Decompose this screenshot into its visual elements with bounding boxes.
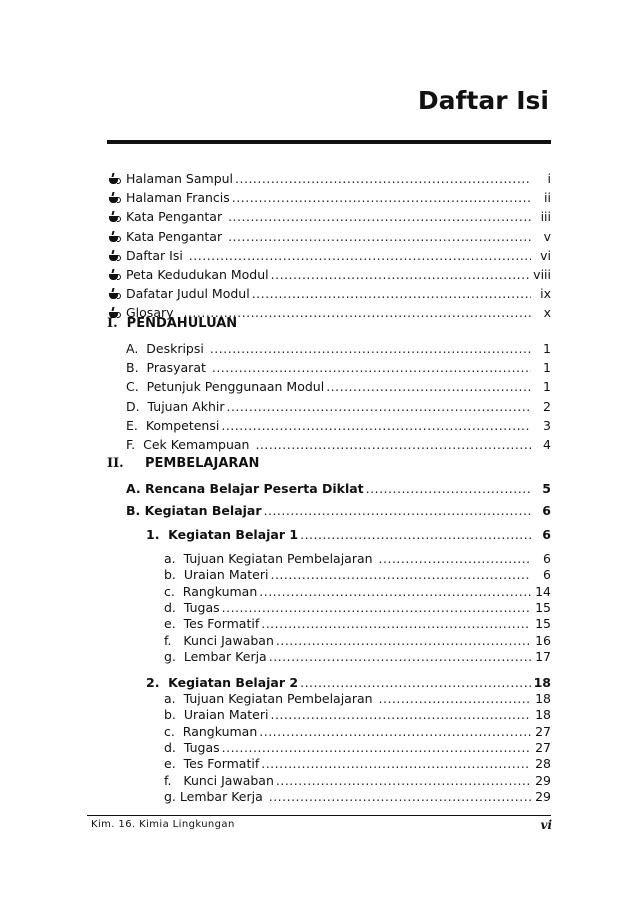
section-2-number: II. (107, 456, 124, 471)
toc-entry-page: vi (540, 247, 551, 263)
toc-leader-dots (326, 379, 531, 395)
toc-leader-dots (228, 209, 531, 225)
kegiatan-belajar-1-item (164, 649, 551, 665)
toc-entry-page: 28 (535, 756, 551, 772)
toc-entry-label: c. Rangkuman (164, 723, 258, 739)
toc-leader-dots (270, 567, 531, 583)
toc-entry-label: B. Prasyarat (126, 360, 210, 376)
toc-entry-label: Glosary (126, 305, 182, 321)
toc-leader-dots (269, 789, 531, 805)
toc-entry-label: f. Kunci Jawaban (164, 772, 274, 788)
toc-entry-page: 1 (543, 341, 551, 356)
toc-leader-dots (212, 360, 531, 376)
front-matter-entry (126, 267, 551, 283)
section-1-entry (126, 341, 551, 357)
kegiatan-belajar-2-item (164, 707, 551, 723)
toc-entry-page: i (547, 171, 551, 186)
toc-entry-page: 27 (535, 723, 551, 739)
toc-entry-page: 29 (535, 772, 551, 788)
toc-leader-dots (226, 399, 531, 415)
section-2-heading (107, 456, 124, 472)
toc-leader-dots (300, 675, 531, 691)
front-matter-entry (126, 190, 551, 206)
footer-page-number: vi (540, 818, 552, 832)
toc-leader-dots (379, 691, 531, 707)
toc-leader-dots (261, 756, 531, 772)
kegiatan-belajar-1-item (164, 616, 551, 632)
coffee-cup-icon (108, 269, 121, 281)
kegiatan-belajar-1-item (164, 551, 551, 567)
front-matter-entry (126, 209, 551, 225)
toc-entry-label: a. Tujuan Kegiatan Pembelajaran (164, 551, 377, 566)
toc-entry-page: 15 (535, 616, 551, 632)
toc-entry-label: A. Rencana Belajar Peserta Diklat (126, 481, 364, 496)
toc-entry-page: 15 (535, 599, 551, 615)
toc-leader-dots (276, 633, 531, 649)
toc-entry-label: Peta Kedudukan Modul (126, 267, 269, 282)
toc-leader-dots (255, 437, 531, 453)
toc-entry-label: c. Rangkuman (164, 583, 258, 599)
front-matter-entry (126, 248, 551, 264)
toc-entry-page: 6 (542, 527, 551, 542)
toc-leader-dots (271, 267, 531, 283)
toc-leader-dots (235, 171, 531, 187)
coffee-cup-icon (108, 231, 121, 243)
toc-entry-label: b. Uraian Materi (164, 707, 269, 723)
toc-entry-page: 4 (543, 437, 551, 452)
toc-leader-dots (366, 481, 531, 497)
toc-entry-label: e. Tes Formatif (164, 756, 260, 772)
section-1-entry (126, 399, 551, 415)
toc-entry-page: 18 (533, 675, 551, 690)
front-matter-entry (126, 171, 551, 187)
toc-leader-dots (252, 286, 531, 302)
kegiatan-belajar-2-item (164, 756, 551, 772)
toc-entry-page: 14 (535, 583, 551, 599)
section-2-entry-a (126, 481, 551, 497)
toc-entry-page: 3 (543, 417, 551, 433)
toc-entry-label: e. Tes Formatif (164, 616, 260, 632)
toc-entry-label: Dafatar Judul Modul (126, 286, 250, 302)
front-matter-entry (126, 286, 551, 302)
toc-entry-page: ix (540, 286, 551, 302)
toc-leader-dots (232, 190, 531, 206)
coffee-cup-icon (108, 173, 121, 185)
coffee-cup-icon (108, 250, 121, 262)
kegiatan-belajar-2-item (164, 740, 551, 756)
title-rule (107, 140, 551, 144)
section-1-entry (126, 360, 551, 376)
toc-leader-dots (300, 527, 531, 543)
toc-entry-page: 29 (535, 788, 551, 804)
toc-leader-dots (264, 503, 531, 519)
toc-entry-page: 18 (535, 691, 551, 706)
toc-leader-dots (276, 773, 531, 789)
toc-entry-label: d. Tugas (164, 739, 220, 755)
toc-leader-dots (222, 600, 531, 616)
toc-entry-label: Daftar Isi (126, 247, 187, 263)
kegiatan-belajar-1-item (164, 600, 551, 616)
toc-leader-dots (379, 551, 531, 567)
toc-entry-label: b. Uraian Materi (164, 567, 269, 583)
coffee-cup-icon (108, 288, 121, 300)
kegiatan-belajar-2-item (164, 773, 551, 789)
section-2-entry-b (126, 503, 551, 519)
toc-entry-page: viii (533, 267, 551, 282)
toc-entry-page: 1 (543, 379, 551, 395)
section-1-title: PENDAHULUAN (126, 316, 238, 331)
kegiatan-belajar-2-entry (146, 675, 551, 691)
toc-entry-page: 18 (535, 707, 551, 723)
toc-entry-page: 6 (543, 551, 551, 566)
page-title: Daftar Isi (417, 86, 549, 115)
toc-entry-page: 16 (535, 632, 551, 648)
footer-rule (87, 815, 551, 816)
toc-entry-page: iii (540, 209, 551, 225)
toc-leader-dots (228, 229, 531, 245)
kegiatan-belajar-2-item (164, 789, 551, 805)
toc-entry-label: Kata Pengantar (126, 228, 227, 244)
front-matter-entry (126, 229, 551, 245)
section-1-entry (126, 379, 551, 395)
toc-leader-dots (210, 341, 531, 357)
toc-entry-page: x (543, 305, 551, 321)
kegiatan-belajar-2-item (164, 724, 551, 740)
section-1-heading (107, 316, 237, 332)
section-2-title: PEMBELAJARAN (145, 456, 260, 471)
toc-leader-dots (189, 248, 531, 264)
toc-entry-page: 6 (543, 567, 551, 583)
footer-module-name: Kim. 16. Kimia Lingkungan (91, 819, 235, 830)
toc-entry-page: 2 (543, 398, 551, 414)
toc-entry-page: 17 (535, 648, 551, 664)
toc-leader-dots (259, 584, 531, 600)
toc-entry-label: g. Lembar Kerja (164, 648, 267, 664)
section-1-entry (126, 437, 551, 453)
toc-entry-label: B. Kegiatan Belajar (126, 503, 262, 518)
toc-entry-label: a. Tujuan Kegiatan Pembelajaran (164, 691, 377, 706)
toc-entry-page: ii (544, 190, 551, 206)
toc-leader-dots (259, 724, 531, 740)
toc-entry-label: 1. Kegiatan Belajar 1 (146, 527, 299, 542)
toc-entry-label: A. Deskripsi (126, 341, 208, 356)
kegiatan-belajar-1-item (164, 633, 551, 649)
toc-entry-page: 27 (535, 739, 551, 755)
section-1-entry (126, 418, 551, 434)
toc-entry-label: Halaman Sampul (126, 171, 234, 186)
toc-leader-dots (221, 418, 531, 434)
toc-entry-label: g. Lembar Kerja (164, 788, 267, 804)
toc-entry-label: C. Petunjuk Penggunaan Modul (126, 379, 325, 395)
toc-leader-dots (261, 616, 531, 632)
toc-leader-dots (270, 707, 531, 723)
toc-entry-label: F. Cek Kemampuan (126, 437, 254, 452)
toc-leader-dots (269, 649, 531, 665)
kegiatan-belajar-1-item (164, 584, 551, 600)
toc-entry-page: 1 (543, 360, 551, 376)
section-1-number: I. (107, 316, 118, 331)
toc-entry-label: f. Kunci Jawaban (164, 632, 274, 648)
toc-entry-label: E. Kompetensi (126, 417, 220, 433)
toc-entry-label: Kata Pengantar (126, 209, 227, 225)
toc-entry-label: d. Tugas (164, 599, 220, 615)
coffee-cup-icon (108, 211, 121, 223)
coffee-cup-icon (108, 192, 121, 204)
toc-entry-page: v (543, 228, 551, 244)
toc-entry-page: 6 (542, 503, 551, 518)
kegiatan-belajar-2-item (164, 691, 551, 707)
toc-entry-label: D. Tujuan Akhir (126, 398, 225, 414)
toc-entry-label: Halaman Francis (126, 190, 230, 206)
toc-entry-page: 5 (542, 481, 551, 496)
toc-entry-label: 2. Kegiatan Belajar 2 (146, 675, 299, 690)
kegiatan-belajar-1-entry (146, 527, 551, 543)
kegiatan-belajar-1-item (164, 567, 551, 583)
toc-leader-dots (222, 740, 531, 756)
